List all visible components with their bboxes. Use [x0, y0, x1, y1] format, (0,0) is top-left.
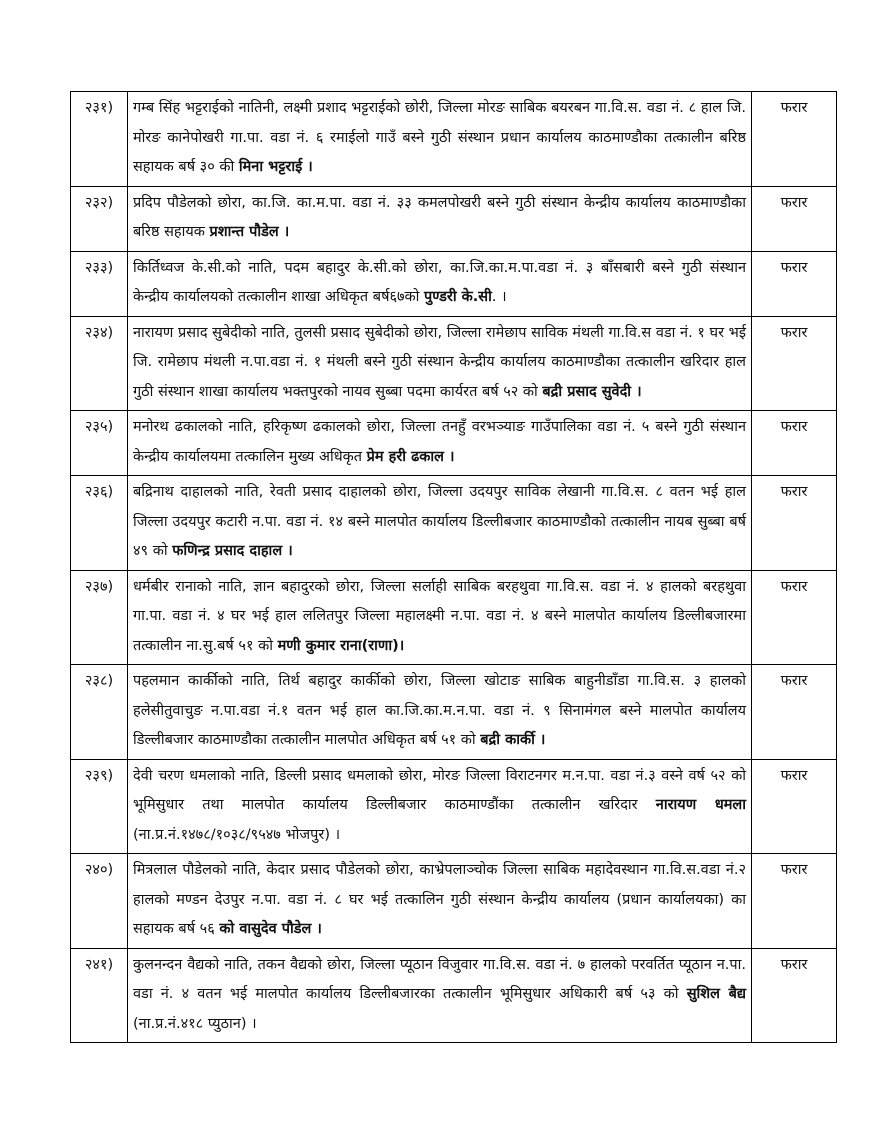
description-text: नारायण प्रसाद सुबेदीको नाति, तुलसी प्रसाद सुबेदीको छोरा, जिल्ला रामेछाप साविक मंथली गा.वि.स वडा नं. १ घर भई जि. रामेछाप मंथली न.पा.वडा नं. १ मंथली बस्ने गुठी संस्थान केन्द्रीय कार्यालय काठमाण्डौका तत्कालीन खरिदार हाल गुठी संस्थान शाखा कार्यालय भक्तपुरको नायव सुब्बा पदमा कार्यरत बर्ष ५२ को — [133, 324, 746, 400]
table-row — [71, 570, 837, 665]
status-cell: फरार — [752, 186, 837, 251]
record-description — [128, 316, 752, 411]
description-text: देवी चरण धमलाको नाति, डिल्ली प्रसाद धमलाको छोरा, मोरङ जिल्ला विराटनगर म.न.पा. वडा नं.३ वस्ने वर्ष ५२ को भूमिसुधार तथा मालपोत कार्यालय डिल्लीबजार काठमाण्डौंका तत्कालीन खरिदार — [133, 767, 746, 813]
serial-number: २३४) — [71, 316, 128, 411]
records-table-body — [71, 92, 837, 1043]
description-text: धर्मबीर रानाको नाति, ज्ञान बहादुरको छोरा, जिल्ला सर्लाही साबिक बरहथुवा गा.वि.स. वडा नं. ४ हालको बरहथुवा गा.पा. वडा नं. ४ घर भई हाल ललितपुर जिल्ला महालक्ष्मी न.पा. वडा नं. ४ बस्ने मालपोत कार्यालय डिल्लीबजारमा तत्कालीन ना.सु.बर्ष ५१ को — [133, 578, 746, 654]
record-description — [128, 854, 752, 949]
serial-number: २३१) — [71, 92, 128, 187]
status-cell: फरार — [752, 665, 837, 760]
person-name: मणी कुमार राना(राणा)। — [277, 637, 405, 654]
serial-number: २३२) — [71, 186, 128, 251]
serial-number: २४०) — [71, 854, 128, 949]
description-text: बद्रिनाथ दाहालको नाति, रेवती प्रसाद दाहालको छोरा, जिल्ला उदयपुर साविक लेखानी गा.वि.स. ८ वतन भई हाल जिल्ला उदयपुर कटारी न.पा. वडा नं. १४ बस्ने मालपोत कार्यालय डिल्लीबजार काठमाण्डौको तत्कालीन नायब सुब्बा बर्ष ४९ को — [133, 484, 746, 559]
description-text: मनोरथ ढकालको नाति, हरिकृष्ण ढकालको छोरा, जिल्ला तनहुँ वरभञ्याङ गाउँपालिका वडा नं. ५ बस्ने गुठी संस्थान केन्द्रीय कार्यालयमा तत्कालिन मुख्य अधिकृत — [133, 419, 746, 465]
person-name: प्रशान्त पौडेल । — [209, 224, 290, 240]
description-suffix: (ना.प्र.नं.१४७८/१०३८/९५४७ भोजपुर) । — [133, 826, 341, 843]
person-name: पुण्डरी के.सी — [424, 289, 492, 305]
serial-number: २३८) — [71, 665, 128, 760]
person-name: को वासुदेव पौडेल । — [219, 921, 322, 937]
status-cell: फरार — [752, 759, 837, 854]
description-text: प्रदिप पौडेलको छोरा, का.जि. का.म.पा. वडा नं. ३३ कमलपोखरी बस्ने गुठी संस्थान केन्द्रीय कार्यालय काठमाण्डौका बरिष्ठ सहायक — [133, 194, 746, 240]
record-description — [128, 759, 752, 854]
table-row — [71, 251, 837, 316]
person-name: बद्री कार्की । — [480, 732, 546, 748]
serial-number: २४१) — [71, 948, 128, 1043]
description-text: पहलमान कार्कीको नाति, तिर्थ बहादुर कार्कीको छोरा, जिल्ला खोटाङ साबिक बाहुनीडाँडा गा.वि.स. ३ हालको हलेसीतुवाचुङ न.पा.वडा नं.१ वतन भई हाल का.जि.का.म.न.पा. वडा नं. ९ सिनामंगल बस्ने मालपोत कार्यालय डिल्लीबजार काठमाण्डौका तत्कालीन मालपोत अधिकृत बर्ष ५१ को — [133, 673, 746, 748]
status-cell: फरार — [752, 570, 837, 665]
status-cell: फरार — [752, 854, 837, 949]
table-row — [71, 948, 837, 1043]
serial-number: २३९) — [71, 759, 128, 854]
serial-number: २३६) — [71, 476, 128, 571]
description-text: किर्तिध्वज के.सी.को नाति, पदम बहादुर के.सी.को छोरा, का.जि.का.म.पा.वडा नं. ३ बाँसबारी बस्ने गुठी संस्थान केन्द्रीय कार्यालयको तत्कालीन शाखा अधिकृत बर्ष६७को — [133, 259, 746, 305]
status-cell: फरार — [752, 92, 837, 187]
table-row — [71, 316, 837, 411]
description-text: कुलनन्दन वैद्यको नाति, तकन वैद्यको छोरा, जिल्ला प्यूठान विजुवार गा.वि.स. वडा नं. ७ हालको परवर्तित प्यूठान न.पा. वडा नं. ४ वतन भई मालपोत कार्यालय डिल्लीबजारका तत्कालीन भूमिसुधार अधिकारी बर्ष ५३ को — [133, 956, 746, 1002]
record-description — [128, 411, 752, 476]
table-row — [71, 854, 837, 949]
person-name: मिना भट्टराई । — [238, 159, 313, 175]
description-text: मित्रलाल पौडेलको नाति, केदार प्रसाद पौडेलको छोरा, काभ्रेपलाञ्चोक जिल्ला साबिक महादेवस्थान गा.वि.स.वडा नं.२ हालको मण्डन देउपुर न.पा. वडा नं. ८ घर भई तत्कालिन गुठी संस्थान केन्द्रीय कार्यालय (प्रधान कार्यालयका) का सहायक बर्ष ५६ — [133, 862, 746, 937]
person-name: नारायण धमला — [655, 797, 746, 813]
description-suffix: . । — [491, 289, 507, 305]
record-description — [128, 570, 752, 665]
table-row — [71, 476, 837, 571]
record-description — [128, 92, 752, 187]
person-name: प्रेम हरी ढकाल । — [366, 448, 455, 465]
serial-number: २३५) — [71, 411, 128, 476]
record-description — [128, 665, 752, 760]
serial-number: २३७) — [71, 570, 128, 665]
serial-number: २३३) — [71, 251, 128, 316]
table-row — [71, 411, 837, 476]
status-cell: फरार — [752, 316, 837, 411]
table-row — [71, 92, 837, 187]
table-row — [71, 759, 837, 854]
person-name: बद्री प्रसाद सुवेदी । — [542, 383, 642, 400]
status-cell: फरार — [752, 251, 837, 316]
status-cell: फरार — [752, 411, 837, 476]
person-name: फणिन्द्र प्रसाद दाहाल । — [172, 543, 293, 559]
person-name: सुशिल बैद्य — [686, 986, 746, 1002]
table-row — [71, 186, 837, 251]
records-table — [70, 91, 837, 1043]
table-row — [71, 665, 837, 760]
record-description — [128, 251, 752, 316]
status-cell: फरार — [752, 948, 837, 1043]
record-description — [128, 186, 752, 251]
record-description — [128, 948, 752, 1043]
status-cell: फरार — [752, 476, 837, 571]
record-description — [128, 476, 752, 571]
description-text: गम्ब सिंह भट्टराईको नातिनी, लक्ष्मी प्रशाद भट्टराईको छोरी, जिल्ला मोरङ साबिक बयरबन गा.वि.स. वडा नं. ८ हाल जि. मोरङ कानेपोखरी गा.पा. वडा नं. ६ रमाईलो गाउँ बस्ने गुठी संस्थान प्रधान कार्यालय काठमाण्डौका तत्कालीन बरिष्ठ सहायक बर्ष ३० की — [133, 100, 746, 175]
description-suffix: (ना.प्र.नं.४१८ प्युठान) । — [133, 1015, 257, 1032]
